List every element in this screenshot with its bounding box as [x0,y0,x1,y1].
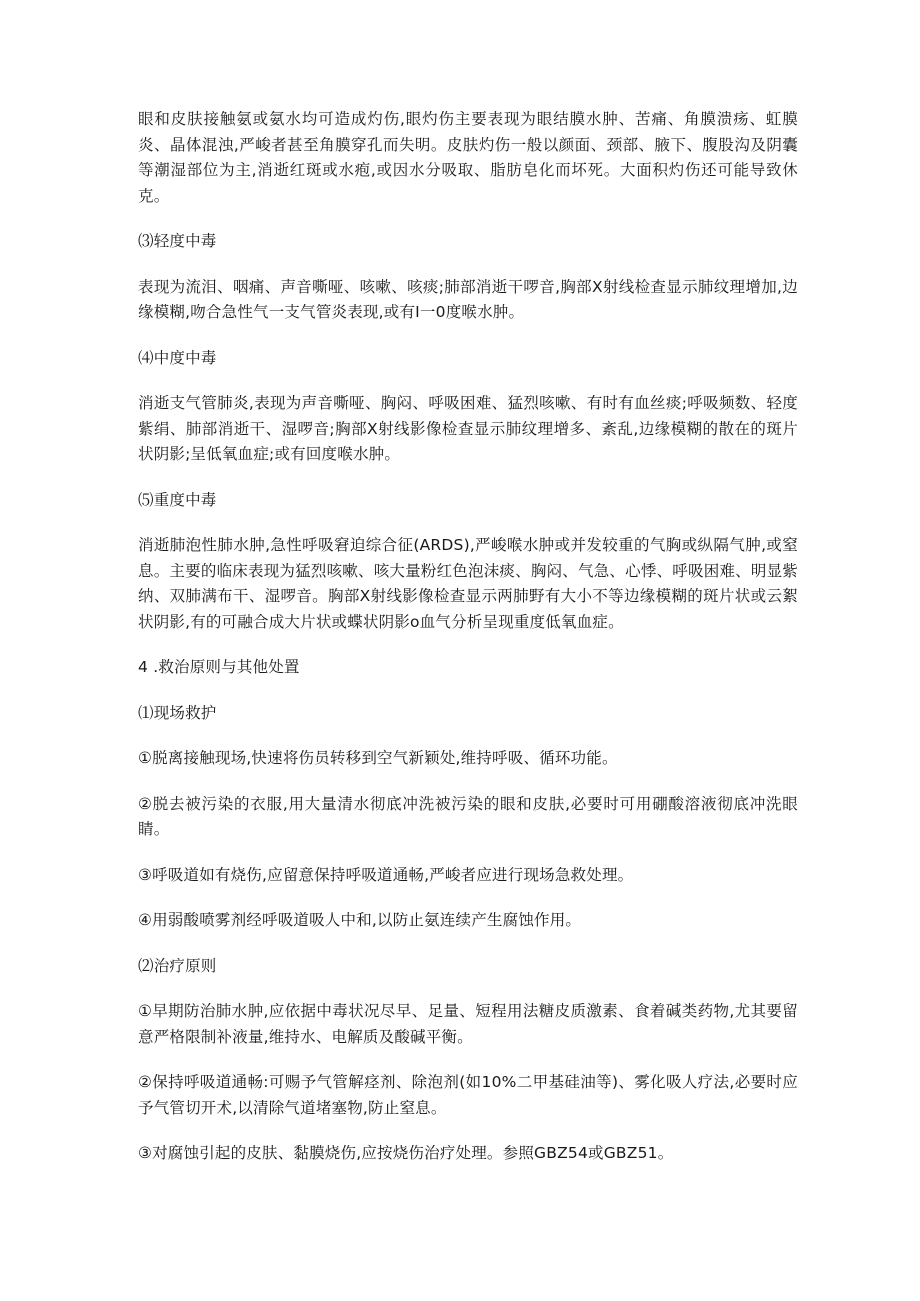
heading-therapy-principles: ⑵治疗原则 [138,956,217,975]
heading-severe-poisoning: ⑸重度中毒 [138,490,217,509]
heading-treatment-principles: 4 .救治原则与其他处置 [138,658,300,676]
heading-moderate-poisoning: ⑷中度中毒 [138,348,217,367]
heading-mild-poisoning: ⑶轻度中毒 [138,232,217,250]
paragraph-therapy-step-3: ③对腐蚀引起的皮肤、黏膜烧伤,应按烧伤治疗处理。参照GBZ54或GBZ51。 [138,1144,674,1162]
document-page [138,107,798,1187]
paragraph-rescue-step-4: ④用弱酸喷雾剂经呼吸道吸人中和,以防止氨连续产生腐蚀作用。 [138,911,582,929]
paragraph-burn-effects: 眼和皮肤接触氨或氨水均可造成灼伤,眼灼伤主要表现为眼结膜水肿、苦痛、角膜溃疡、虹膜炎、晶体混浊,严峻者甚至角膜穿孔而失明。皮肤灼伤一般以颜面、颈部、腋下、腹股沟及阴囊等潮湿部位为主,消逝红斑或水疱,或因水分吸取、脂肪皂化而坏死。大面积灼伤还可能导致休克。 [138,110,798,205]
paragraph-therapy-step-2: ②保持呼吸道通畅:可赐予气管解痉剂、除泡剂(如10%二甲基硅油等)、雾化吸人疗法,必要时应予气管切开术,以清除气道堵塞物,防止窒息。 [138,1073,798,1117]
paragraph-rescue-step-2: ②脱去被污染的衣服,用大量清水彻底冲洗被污染的眼和皮肤,必要时可用硼酸溶液彻底冲洗眼睛。 [138,794,798,838]
paragraph-moderate-poisoning: 消逝支气管肺炎,表现为声音嘶哑、胸闷、呼吸困难、猛烈咳嗽、有时有血丝痰;呼吸频数、轻度紫绢、肺部消逝干、湿啰音;胸部X射线影像检查显示肺纹理增多、紊乱,边缘模糊的散在的斑片状阴影;呈低氧血症;或有回度喉水肿。 [138,394,798,463]
paragraph-rescue-step-1: ①脱离接触现场,快速将伤员转移到空气新颖处,维持呼吸、循环功能。 [138,749,618,767]
heading-onsite-rescue: ⑴现场救护 [138,703,217,722]
paragraph-severe-poisoning: 消逝肺泡性肺水肿,急性呼吸窘迫综合征(ARDS),严峻喉水肿或并发较重的气胸或纵隔气肿,或窒息。主要的临床表现为猛烈咳嗽、咳大量粉红色泡沫痰、胸闷、气急、心悸、呼吸困难、明显紫纳、双肺满布干、湿啰音。胸部X射线影像检查显示两肺野有大小不等边缘模糊的斑片状或云絮状阴影,有的可融合成大片状或蝶状阴影o血气分析呈现重度低氧血症。 [138,536,798,631]
paragraph-rescue-step-3: ③呼吸道如有烧伤,应留意保持呼吸道通畅,严峻者应进行现场急救处理。 [138,865,634,884]
paragraph-therapy-step-1: ①早期防治肺水肿,应依据中毒状况尽早、足量、短程用法糖皮质激素、食着碱类药物,尤其要留意严格限制补液量,维持水、电解质及酸碱平衡。 [138,1002,798,1046]
paragraph-mild-poisoning: 表现为流泪、咽痛、声音嘶哑、咳嗽、咳痰;肺部消逝干啰音,胸部X射线检查显示肺纹理增加,边缘模糊,吻合急性气一支气管炎表现,或有I一0度喉水肿。 [138,277,798,321]
